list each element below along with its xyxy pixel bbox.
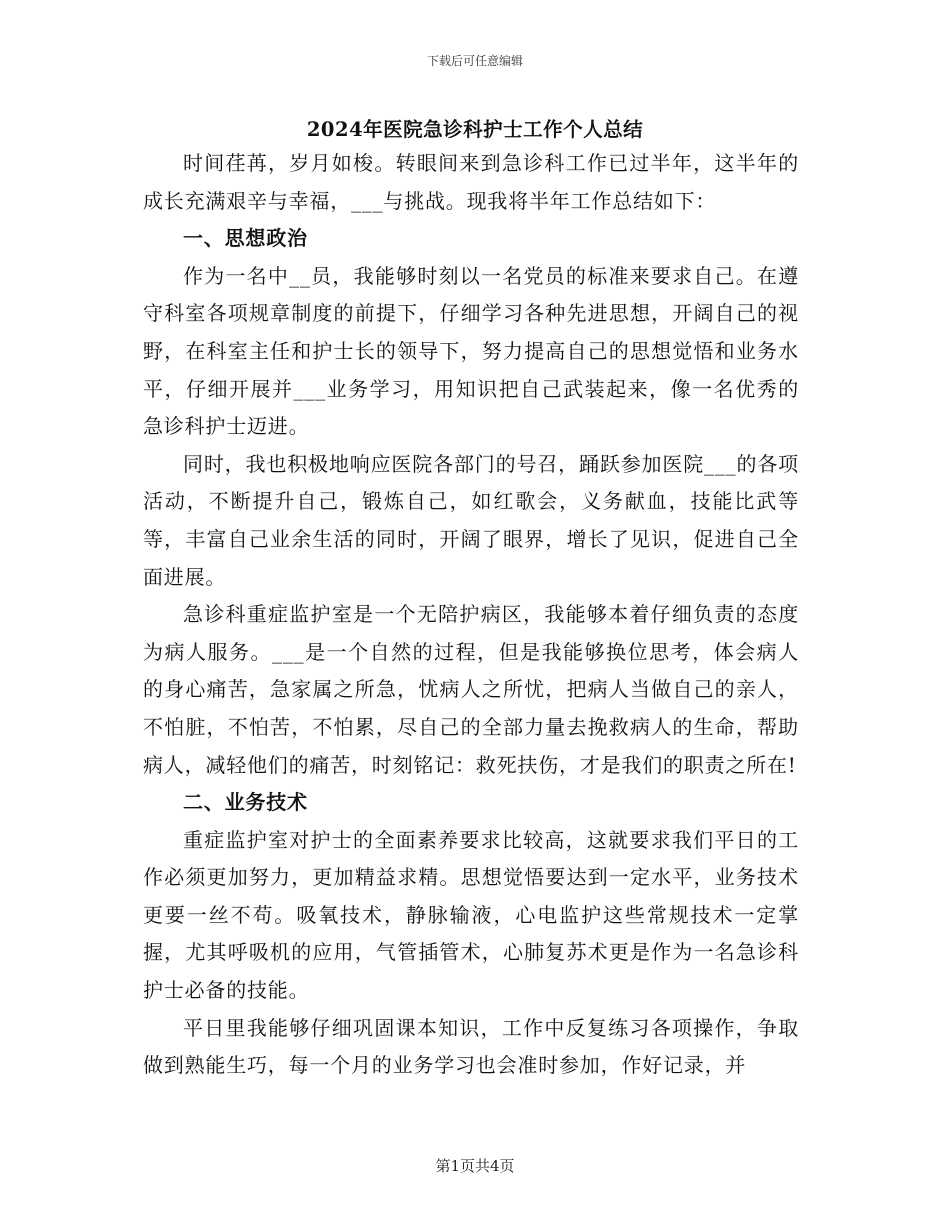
document-title: 2024年医院急诊科护士工作个人总结	[306, 118, 644, 141]
paragraph: 急诊科重症监护室是一个无陪护病区，我能够本着仔细负责的态度为病人服务。___是一个自然的过程，但是我能够换位思考，体会病人的身心痛苦，急家属之所急，忧病人之所忧，把病人当做自己的亲人，不怕脏，不怕苦，不怕累，尽自己的全部力量去挽救病人的生命，帮助病人，减轻他们的痛苦，时刻铭记：救死扶伤，才是我们的职责之所在!	[143, 602, 799, 777]
paragraph: 重症监护室对护士的全面素养要求比较高，这就要求我们平日的工作必须更加努力，更加精益求精。思想觉悟要达到一定水平，业务技术更要一丝不苟。吸氧技术，静脉输液，心电监护这些常规技术一定掌握，尤其呼吸机的应用，气管插管术，心肺复苏术更是作为一名急诊科护士必备的技能。	[143, 827, 799, 1003]
intro-paragraph: 时间荏苒，岁月如梭。转眼间来到急诊科工作已过半年，这半年的成长充满艰辛与幸福，___与挑战。现我将半年工作总结如下：	[143, 151, 799, 213]
paragraph: 作为一名中__员，我能够时刻以一名党员的标准来要求自己。在遵守科室各项规章制度的前提下，仔细学习各种先进思想，开阔自己的视野，在科室主任和护士长的领导下，努力提高自己的思想觉悟和业务水平，仔细开展并___业务学习，用知识把自己武装起来，像一名优秀的急诊科护士迈进。	[143, 263, 799, 439]
page-header-note: 下载后可任意编辑	[426, 54, 523, 68]
page-number: 第1页共4页	[435, 1157, 515, 1175]
paragraph: 同时，我也积极地响应医院各部门的号召，踊跃参加医院___的各项活动，不断提升自己，锻炼自己，如红歌会，义务献血，技能比武等等，丰富自己业余生活的同时，开阔了眼界，增长了见识，促进自己全面进展。	[143, 451, 799, 589]
section-heading-skills: 二、业务技术	[183, 790, 308, 815]
document-body	[143, 145, 799, 1085]
paragraph: 平日里我能够仔细巩固课本知识，工作中反复练习各项操作，争取做到熟能生巧，每一个月的业务学习也会准时参加，作好记录，并	[143, 1015, 799, 1078]
section-heading-ideology: 一、思想政治	[183, 226, 308, 251]
